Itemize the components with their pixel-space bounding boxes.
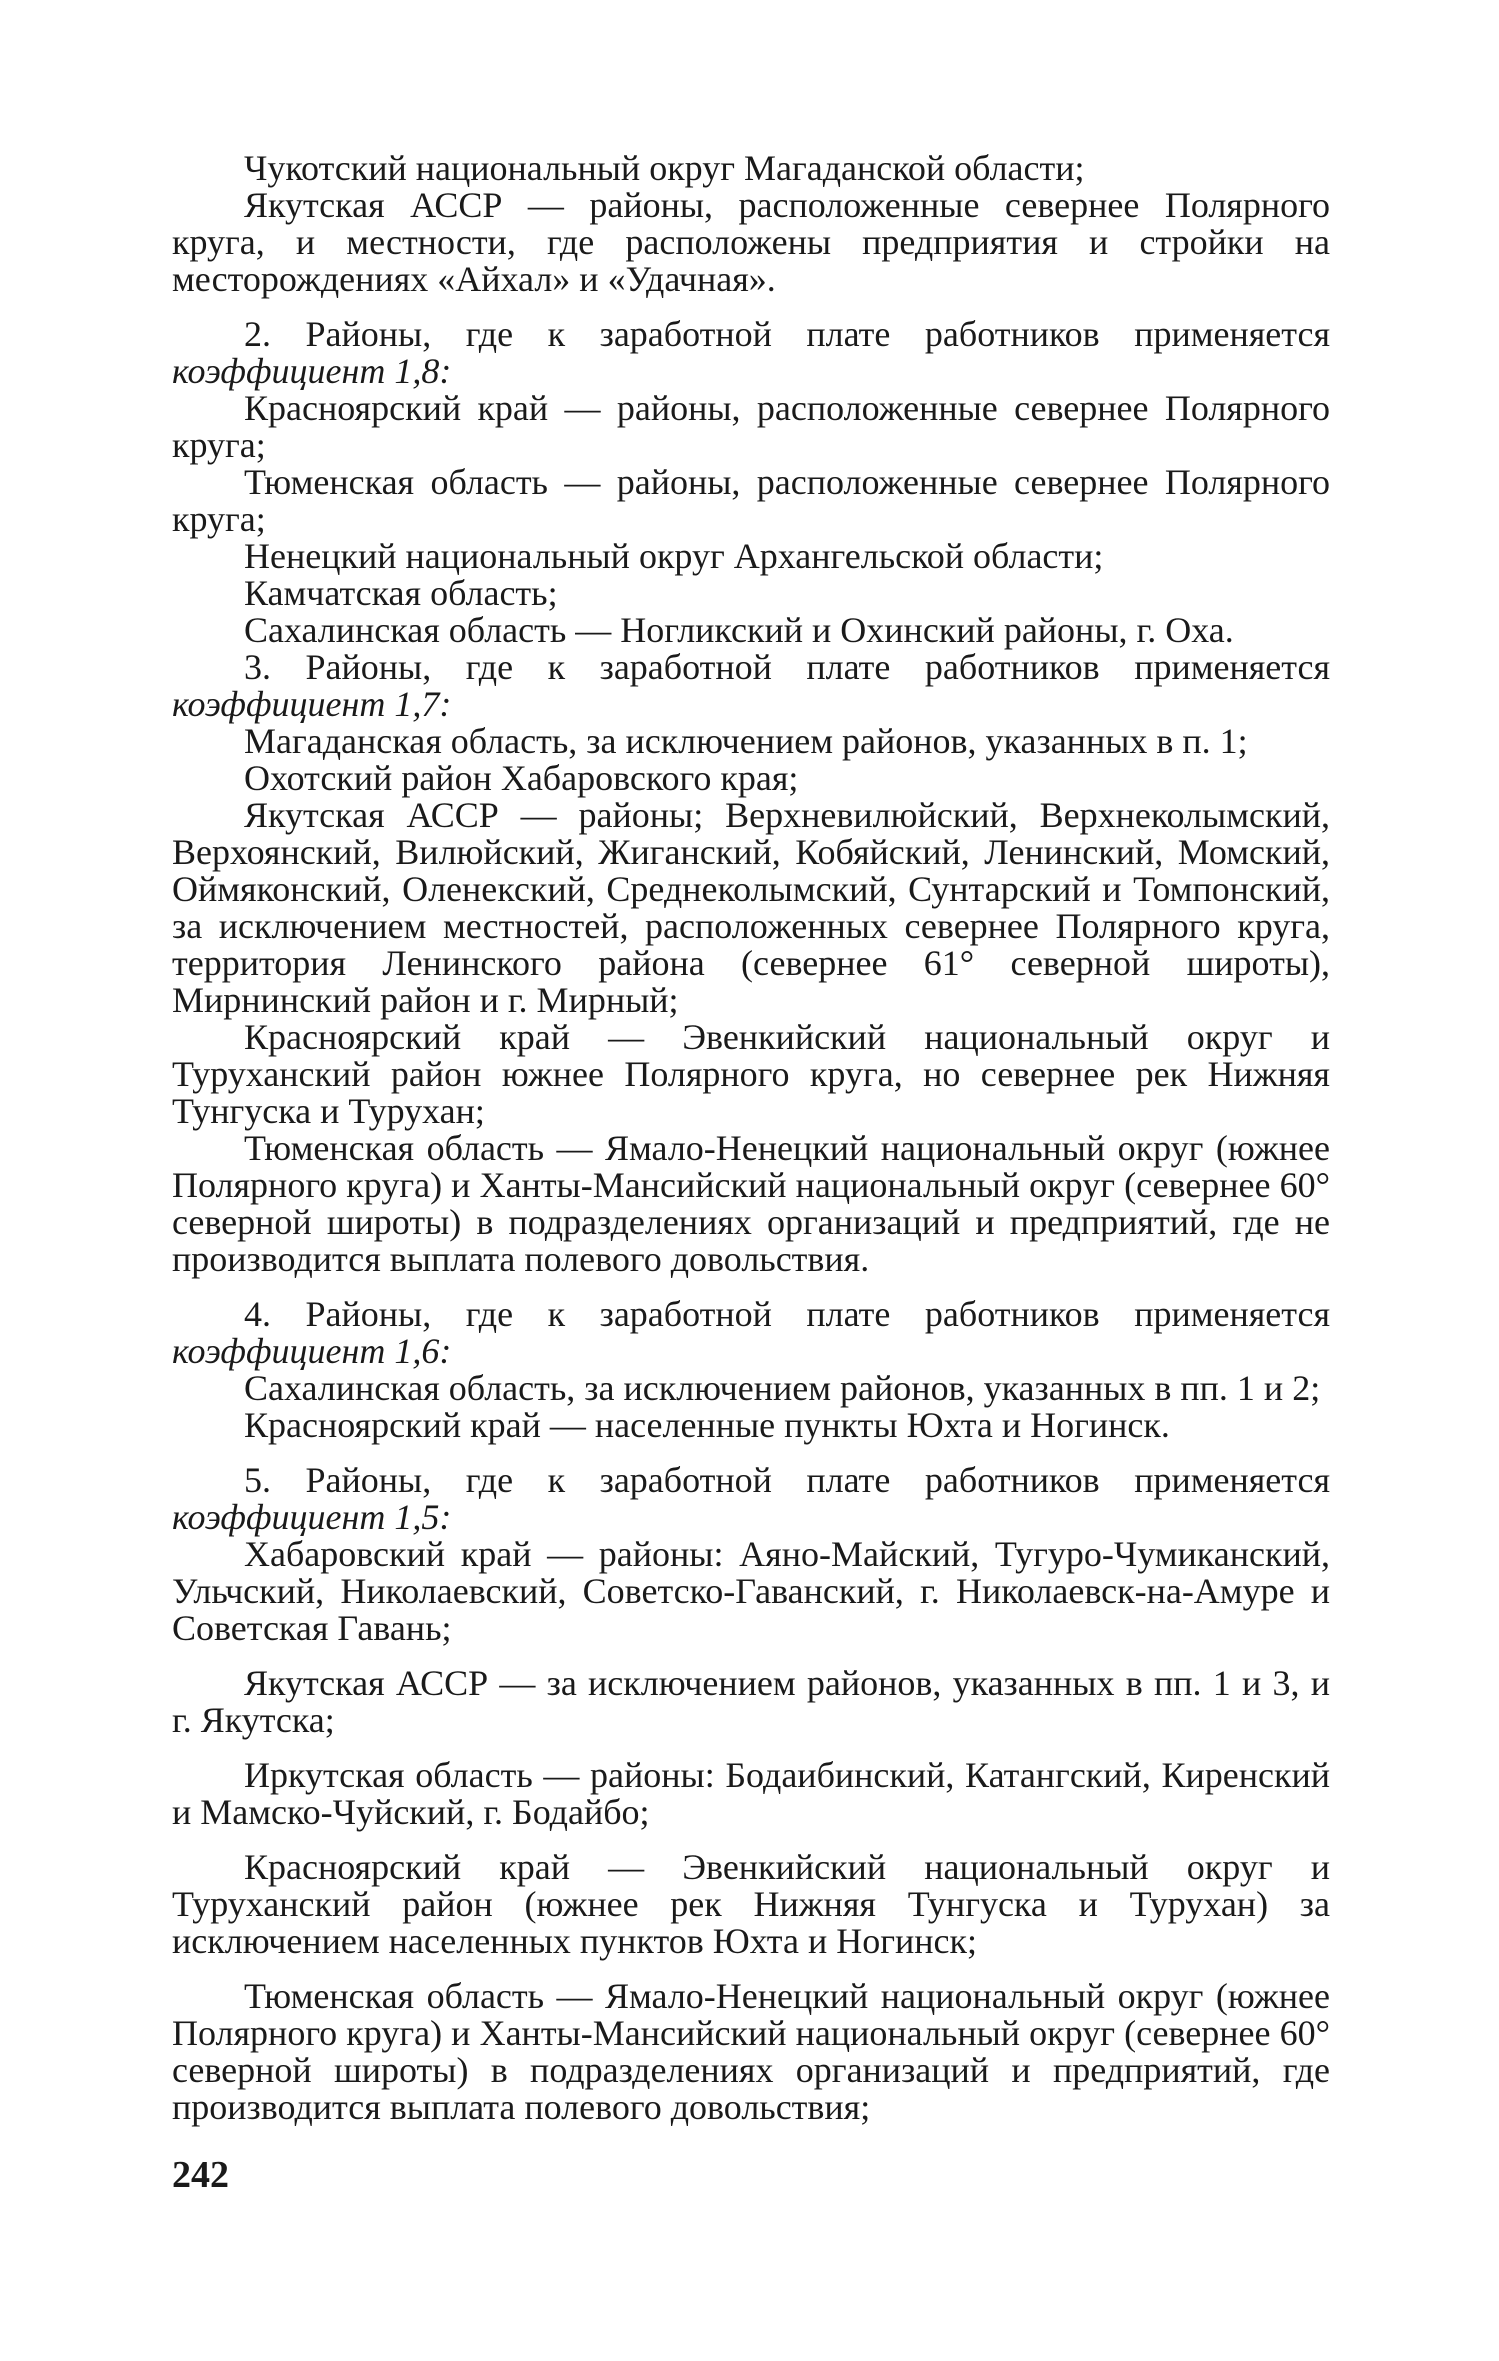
paragraph — [172, 1536, 1330, 1647]
paragraph-text: 3. Районы, где к заработной плате работников применяется — [244, 647, 1330, 687]
paragraph — [172, 797, 1330, 1019]
paragraph — [172, 649, 1330, 723]
paragraph — [172, 1978, 1330, 2126]
paragraph — [172, 612, 1330, 649]
paragraph — [172, 760, 1330, 797]
paragraph — [172, 1130, 1330, 1278]
coefficient-label: коэффициент 1,8: — [172, 351, 452, 391]
paragraph — [172, 723, 1330, 760]
paragraph-text: Красноярский край — районы, расположенные севернее Полярного круга; — [172, 388, 1330, 465]
paragraph-text: 2. Районы, где к заработной плате работников применяется — [244, 314, 1330, 354]
paragraph — [172, 1757, 1330, 1831]
paragraph — [172, 1296, 1330, 1370]
paragraph — [172, 187, 1330, 298]
paragraph-text: Красноярский край — Эвенкийский национальный округ и Туруханский район южнее Полярного круга, но севернее рек Нижняя Тунгуска и Турухан; — [172, 1017, 1330, 1131]
paragraph-text: 4. Районы, где к заработной плате работников применяется — [244, 1294, 1330, 1334]
paragraph-text: Красноярский край — населенные пункты Юхта и Ногинск. — [244, 1405, 1170, 1445]
paragraph — [172, 1462, 1330, 1536]
paragraph — [172, 1407, 1330, 1444]
paragraph-text: Сахалинская область — Ногликский и Охинский районы, г. Оха. — [244, 610, 1234, 650]
paragraph — [172, 538, 1330, 575]
paragraph-text: Камчатская область; — [244, 573, 558, 613]
page-body — [172, 150, 1330, 2126]
paragraph-text: Тюменская область — Ямало-Ненецкий национальный округ (южнее Полярного круга) и Ханты-Мансийский национальный округ (севернее 60° северной широты) в подразделениях организаций и предприятий, где производится выплата полевого довольствия; — [172, 1976, 1330, 2127]
paragraph — [172, 316, 1330, 390]
coefficient-label: коэффициент 1,5: — [172, 1497, 452, 1537]
page-number: 242 — [172, 2154, 229, 2196]
paragraph-text: Тюменская область — Ямало-Ненецкий национальный округ (южнее Полярного круга) и Ханты-Мансийский национальный округ (севернее 60° северной широты) в подразделениях организаций и предприятий, где не производится выплата полевого довольствия. — [172, 1128, 1330, 1279]
paragraph — [172, 1849, 1330, 1960]
coefficient-label: коэффициент 1,6: — [172, 1331, 452, 1371]
paragraph — [172, 150, 1330, 187]
paragraph-text: Якутская АССР — за исключением районов, указанных в пп. 1 и 3, и г. Якутска; — [172, 1663, 1330, 1740]
paragraph-text: Ненецкий национальный округ Архангельской области; — [244, 536, 1104, 576]
coefficient-label: коэффициент 1,7: — [172, 684, 452, 724]
paragraph-text: 5. Районы, где к заработной плате работников применяется — [244, 1460, 1330, 1500]
paragraph-text: Якутская АССР — районы; Верхневилюйский, Верхнеколымский, Верхоянский, Вилюйский, Жиганский, Кобяйский, Ленинский, Момский, Оймяконский, Оленекский, Среднеколымский, Сунтарский и Томпонский, за исключением местностей, расположенных севернее Полярного круга, территория Ленинского района (севернее 61° северной широты), Мирнинский район и г. Мирный; — [172, 795, 1330, 1020]
paragraph — [172, 390, 1330, 464]
paragraph-text: Чукотский национальный округ Магаданской области; — [244, 148, 1085, 188]
paragraph — [172, 1665, 1330, 1739]
paragraph-text: Тюменская область — районы, расположенные севернее Полярного круга; — [172, 462, 1330, 539]
paragraph-text: Якутская АССР — районы, расположенные севернее Полярного круга, и местности, где расположены предприятия и стройки на месторождениях «Айхал» и «Удачная». — [172, 185, 1330, 299]
paragraph — [172, 1019, 1330, 1130]
paragraph-text: Сахалинская область, за исключением районов, указанных в пп. 1 и 2; — [244, 1368, 1321, 1408]
paragraph-text: Хабаровский край — районы: Аяно-Майский, Тугуро-Чумиканский, Ульчский, Николаевский, Советско-Гаванский, г. Николаевск-на-Амуре и Советская Гавань; — [172, 1534, 1330, 1648]
paragraph — [172, 1370, 1330, 1407]
paragraph-text: Магаданская область, за исключением районов, указанных в п. 1; — [244, 721, 1248, 761]
paragraph-text: Охотский район Хабаровского края; — [244, 758, 799, 798]
paragraph-text: Иркутская область — районы: Бодаибинский, Катангский, Киренский и Мамско-Чуйский, г. Бодайбо; — [172, 1755, 1330, 1832]
paragraph — [172, 575, 1330, 612]
paragraph-text: Красноярский край — Эвенкийский национальный округ и Туруханский район (южнее рек Нижняя Тунгуска и Турухан) за исключением населенных пунктов Юхта и Ногинск; — [172, 1847, 1330, 1961]
paragraph — [172, 464, 1330, 538]
